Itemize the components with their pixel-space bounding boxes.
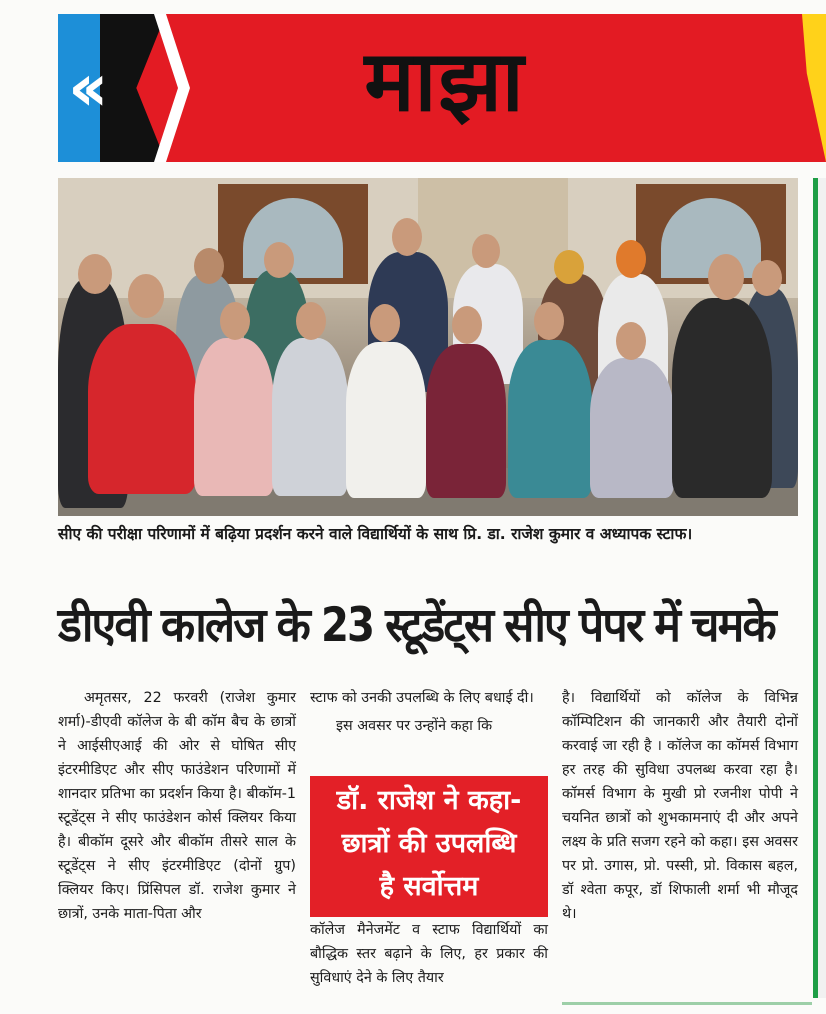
article-paragraph: कॉलेज मैनेजमेंट व स्टाफ विद्यार्थियों का बौद्धिक स्तर बढ़ाने के लिए, हर प्रकार की सुविधाएं देने के लिए तैयार bbox=[310, 922, 548, 986]
photo-caption: सीए की परीक्षा परिणामों में बढ़िया प्रदर्शन करने वाले विद्यार्थियों के साथ प्रि. डा. राजेश कुमार व अध्यापक स्टाफ। bbox=[58, 525, 693, 543]
banner-black-band bbox=[100, 14, 166, 162]
pull-quote-line: छात्रों की उपलब्धि bbox=[341, 828, 517, 859]
article-column-2 bbox=[310, 686, 548, 738]
article-paragraph: अमृतसर, 22 फरवरी (राजेश कुमार शर्मा)-डीएवी कॉलेज के बी कॉम बैच के छात्रों ने आईसीएआई की ओर से घोषित सीए इंटरमीडिएट और सीए फाउंडेशन परिणामों में शानदार प्रतिभा का प्रदर्शन किया है। बीकॉम-1 स्टूडेंट्स ने सीए फाउंडेशन कोर्स क्लियर किया है। बीकॉम दूसरे और बीकॉम तीसरे साल के स्टूडेंट्स ने सीए इंटरमीडिएट (दोनों ग्रुप) क्लियर किए। प्रिंसिपल डॉ. राजेश कुमार ने छात्रों, उनके माता-पिता और bbox=[58, 690, 296, 922]
adjacent-page-edge bbox=[818, 178, 826, 998]
column-bottom-rule bbox=[562, 1002, 812, 1005]
pull-quote bbox=[310, 776, 548, 917]
article-paragraph: इस अवसर पर उन्होंने कहा कि bbox=[336, 718, 493, 734]
article-column-2-continued bbox=[310, 918, 548, 990]
masthead-banner bbox=[58, 14, 826, 162]
person bbox=[346, 342, 426, 498]
person bbox=[88, 324, 196, 494]
person bbox=[590, 358, 674, 498]
person bbox=[672, 298, 772, 498]
banner-yellow-corner bbox=[802, 14, 826, 162]
masthead-title: माझा bbox=[364, 32, 526, 130]
article-paragraph: स्टाफ को उनकी उपलब्धि के लिए बधाई दी। bbox=[310, 690, 534, 706]
person bbox=[426, 344, 506, 498]
article-paragraph: है। विद्यार्थियों को कॉलेज के विभिन्न कॉम्पिटिशन की जानकारी और तैयारी दोनों करवाई जा रही है । कॉलेज का कॉमर्स विभाग हर तरह की सुविधा उपलब्ध करवा रहा है। कॉमर्स विभाग के मुखी प्रो रजनीश पोपी ने चयनित छात्रों को शुभकामनाएं दी और अपने लक्ष्य के प्रति सजग रहने को कहा। इस अवसर पर प्रो. उगास, प्रो. पस्सी, प्रो. विकास बहल, डॉ श्वेता कपूर, डॉ शिफाली शर्मा भी मौजूद थे। bbox=[562, 690, 798, 922]
person bbox=[194, 338, 274, 496]
pull-quote-line: डॉ. राजेश ने कहा- bbox=[336, 785, 522, 816]
article-column-3 bbox=[562, 686, 798, 926]
person bbox=[272, 338, 348, 496]
headline: डीएवी कालेज के 23 स्टूडेंट्स सीए पेपर में चमके bbox=[58, 598, 775, 653]
double-chevron-left-icon: ‹‹ bbox=[68, 49, 95, 126]
article-column-1 bbox=[58, 686, 296, 926]
person bbox=[508, 340, 592, 498]
group-photo bbox=[58, 178, 798, 516]
pull-quote-line: है सर्वोत्तम bbox=[379, 871, 479, 902]
banner-white-stripe bbox=[154, 14, 214, 162]
